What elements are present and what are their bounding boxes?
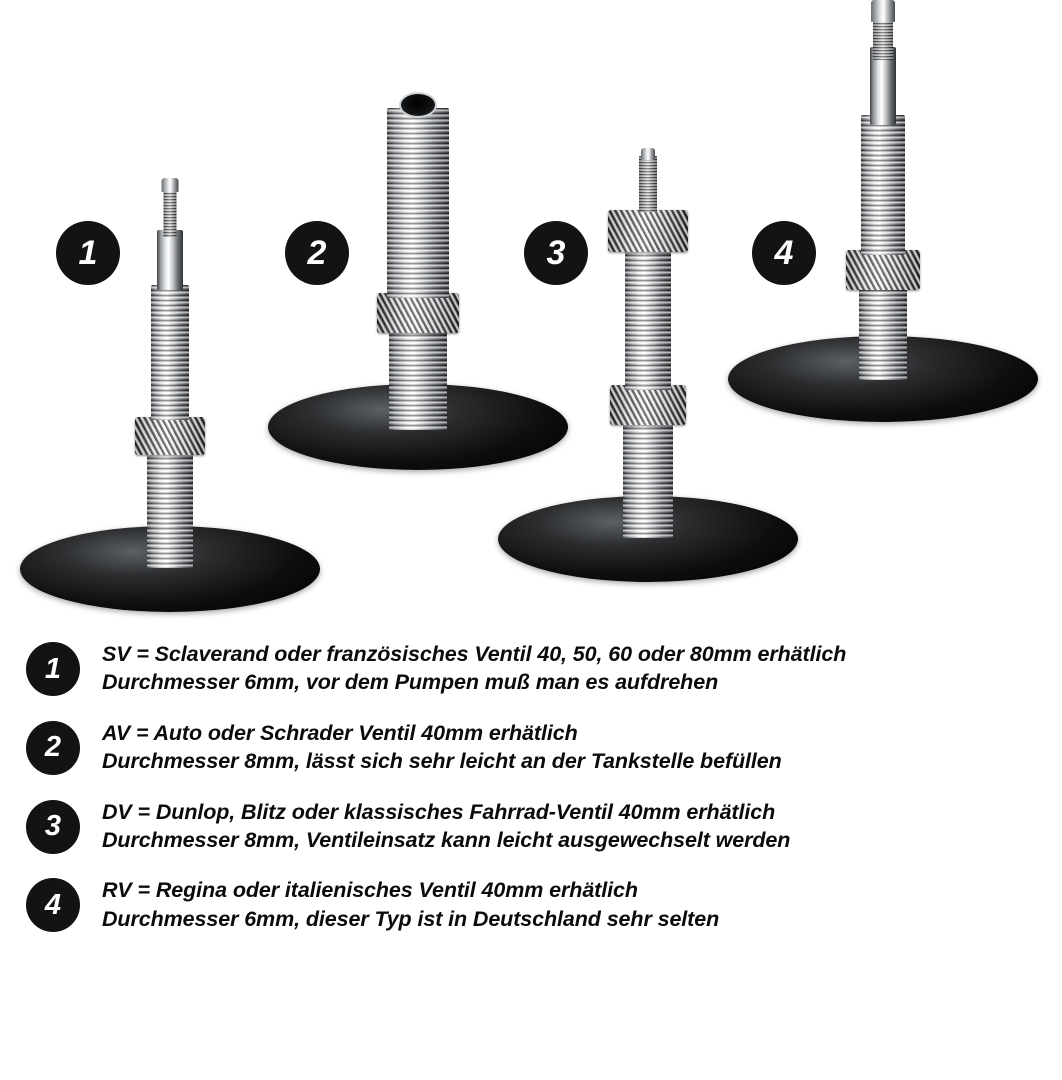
valve-3-number-badge [524, 221, 588, 285]
valve-2-lock-nut [377, 293, 459, 333]
legend-3-badge [26, 800, 80, 854]
valve-3-pin-tip [641, 148, 655, 160]
legend-2-text [102, 719, 782, 776]
legend-1-line2: Durchmesser 6mm, vor dem Pumpen muß man es aufdrehen [102, 670, 719, 695]
legend-item-4 [26, 876, 1036, 933]
legend-4-line2: Durchmesser 6mm, dieser Typ ist in Deutschland sehr selten [102, 906, 720, 931]
valve-2-opening [399, 92, 437, 118]
valve-1-pin-tip [162, 178, 179, 192]
valve-2-number: 2 [307, 234, 327, 272]
legend-1-badge [26, 642, 80, 696]
valve-4-rv [728, 10, 1038, 630]
valve-1-lock-nut [135, 417, 205, 455]
legend-item-1 [26, 640, 1036, 697]
valve-3-lock-nut [610, 385, 686, 425]
valve-4-stem-tip [871, 0, 895, 22]
valve-3-lower-shaft [623, 418, 673, 538]
legend-3-line2: Durchmesser 8mm, Ventileinsatz kann leicht ausgewechselt werden [102, 827, 791, 852]
valve-4-lower-shaft [859, 280, 907, 380]
valve-1-presta-pin [164, 187, 177, 237]
legend-1-line1: SV = Sclaverand oder französisches Ventil 40, 50, 60 oder 80mm erhätlich [102, 642, 847, 666]
legend-1-text [102, 640, 846, 697]
valve-1-upper-shaft [151, 285, 189, 420]
legend-2-line1: AV = Auto oder Schrader Ventil 40mm erhätlich [102, 720, 578, 745]
legend-2-badge [26, 721, 80, 775]
valve-1-valve-body [157, 230, 183, 290]
valve-4-upper-shaft [861, 115, 905, 255]
valve-4-lock-nut [846, 250, 920, 290]
legend-4-line1: RV = Regina oder italienisches Ventil 40mm erhätlich [102, 878, 638, 903]
legend-4-text [102, 876, 719, 933]
legend-item-2 [26, 719, 1036, 776]
valve-3-collar-nut [608, 210, 688, 252]
legend [0, 640, 1062, 955]
valve-4-number-badge [752, 221, 816, 285]
valve-3-insert-pin [639, 156, 657, 212]
valve-1-lower-shaft [147, 448, 193, 568]
valve-1-number-badge [56, 221, 120, 285]
valve-3-upper-shaft [625, 240, 671, 390]
valve-1-number: 1 [78, 234, 98, 272]
legend-4-number: 4 [44, 888, 62, 921]
legend-2-line2: Durchmesser 8mm, lässt sich sehr leicht an der Tankstelle befüllen [102, 749, 782, 774]
legend-4-badge [26, 878, 80, 932]
legend-3-line1: DV = Dunlop, Blitz oder klassisches Fahrrad-Ventil 40mm erhätlich [102, 799, 776, 824]
valve-3-number: 3 [546, 234, 566, 272]
valve-2-number-badge [285, 221, 349, 285]
legend-2-number: 2 [44, 731, 62, 764]
legend-3-number: 3 [44, 810, 62, 842]
valve-2-lower-shaft [389, 320, 447, 430]
legend-3-text [102, 798, 790, 855]
legend-1-number: 1 [44, 652, 62, 685]
valve-4-number: 4 [774, 234, 794, 272]
legend-item-3 [26, 798, 1036, 855]
valve-2-upper-shaft [387, 108, 449, 298]
